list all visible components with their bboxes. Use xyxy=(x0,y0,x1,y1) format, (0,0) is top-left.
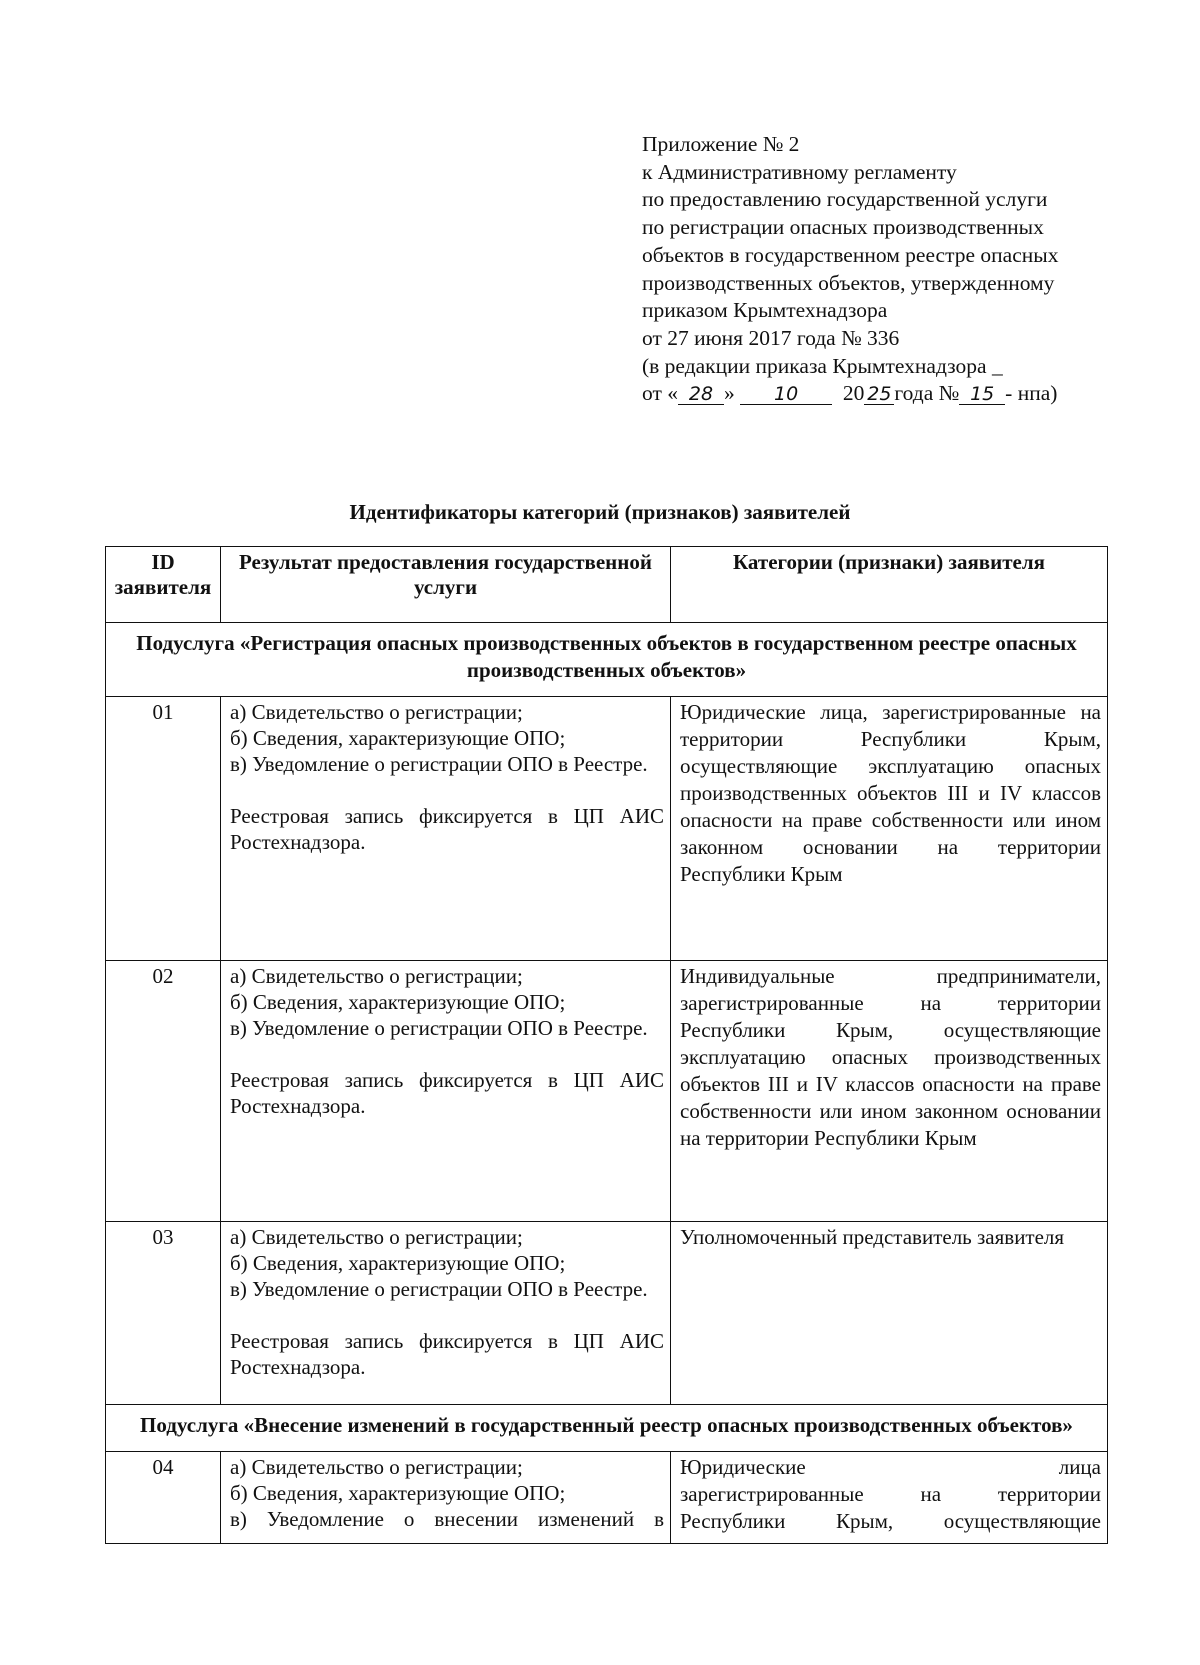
subservice-row xyxy=(106,1405,1108,1452)
appendix-line: Приложение № 2 xyxy=(642,132,800,156)
appendix-line: к Административному регламенту xyxy=(642,159,957,184)
appendix-line: по предоставлению государственной услуги xyxy=(642,187,1048,212)
document-title: Идентификаторы категорий (признаков) заявителей xyxy=(349,500,851,524)
applicant-id: 02 xyxy=(106,961,221,1222)
service-result: а) Свидетельство о регистрации; б) Сведения, характеризующие ОПО; в) Уведомление о регистрации ОПО в Реестре. Реестровая запись фиксируется в ЦП АИС Ростехнадзора. xyxy=(221,697,671,961)
handwritten-month: 10 xyxy=(740,384,832,405)
table-row xyxy=(106,961,1108,1222)
header-id: ID заявителя xyxy=(106,547,221,623)
appendix-line: приказом Крымтехнадзора xyxy=(642,298,888,323)
registry-note: Реестровая запись фиксируется в ЦП АИС Ростехнадзора. xyxy=(230,1068,664,1118)
service-result: а) Свидетельство о регистрации; б) Сведения, характеризующие ОПО; в) Уведомление о внесении изменений в xyxy=(221,1452,671,1544)
applicant-category: Уполномоченный представитель заявителя xyxy=(671,1222,1108,1405)
table-row xyxy=(106,1222,1108,1405)
subservice-title: Подуслуга «Регистрация опасных производственных объектов в государственном реестре опасных производственных объектов» xyxy=(106,623,1108,697)
header-result: Результат предоставления государственной услуги xyxy=(221,547,671,623)
applicant-id: 01 xyxy=(106,697,221,961)
appendix-line: по регистрации опасных производственных xyxy=(642,215,1044,240)
appendix-line: объектов в государственном реестре опасных xyxy=(642,242,1059,267)
registry-note: Реестровая запись фиксируется в ЦП АИС Ростехнадзора. xyxy=(230,804,664,854)
subservice-title: Подуслуга «Внесение изменений в государственный реестр опасных производственных объектов» xyxy=(106,1405,1108,1452)
applicant-category: Юридические лица зарегистрированные на территории Республики Крым, осуществляющие xyxy=(671,1452,1108,1544)
handwritten-day: 28 xyxy=(678,384,724,405)
header-category: Категории (признаки) заявителя xyxy=(671,547,1108,623)
amendment-date-line: от « 28 » 10 20 25 года № 15 - нпа) xyxy=(642,381,1058,406)
appendix-block xyxy=(642,131,1122,408)
handwritten-order-number: 15 xyxy=(959,384,1005,405)
handwritten-year: 25 xyxy=(864,384,894,405)
applicant-category: Юридические лица, зарегистрированные на территории Республики Крым, осуществляющие эксплуатацию опасных производственных объектов III и IV классов опасности на праве собственности или ином законном основании на территории Республики Крым xyxy=(671,697,1108,961)
appendix-line: (в редакции приказа Крымтехнадзора _ xyxy=(642,353,1003,378)
applicant-category: Индивидуальные предприниматели, зарегистрированные на территории Республики Крым, осуществляющие эксплуатацию опасных производственных объектов III и IV классов опасности на праве собственности или ином законном основании на территории Республики Крым xyxy=(671,961,1108,1222)
registry-note: Реестровая запись фиксируется в ЦП АИС Ростехнадзора. xyxy=(230,1329,664,1379)
table-row xyxy=(106,1452,1108,1544)
subservice-row xyxy=(106,623,1108,697)
appendix-line: от 27 июня 2017 года № 336 xyxy=(642,325,900,350)
appendix-line: производственных объектов, утвержденному xyxy=(642,270,1055,295)
applicant-id: 03 xyxy=(106,1222,221,1405)
service-result: а) Свидетельство о регистрации; б) Сведения, характеризующие ОПО; в) Уведомление о регистрации ОПО в Реестре. Реестровая запись фиксируется в ЦП АИС Ростехнадзора. xyxy=(221,1222,671,1405)
service-result: а) Свидетельство о регистрации; б) Сведения, характеризующие ОПО; в) Уведомление о регистрации ОПО в Реестре. Реестровая запись фиксируется в ЦП АИС Ростехнадзора. xyxy=(221,961,671,1222)
table-row xyxy=(106,697,1108,961)
applicant-categories-table xyxy=(105,546,1108,1544)
table-header-row xyxy=(106,547,1108,623)
applicant-id: 04 xyxy=(106,1452,221,1544)
